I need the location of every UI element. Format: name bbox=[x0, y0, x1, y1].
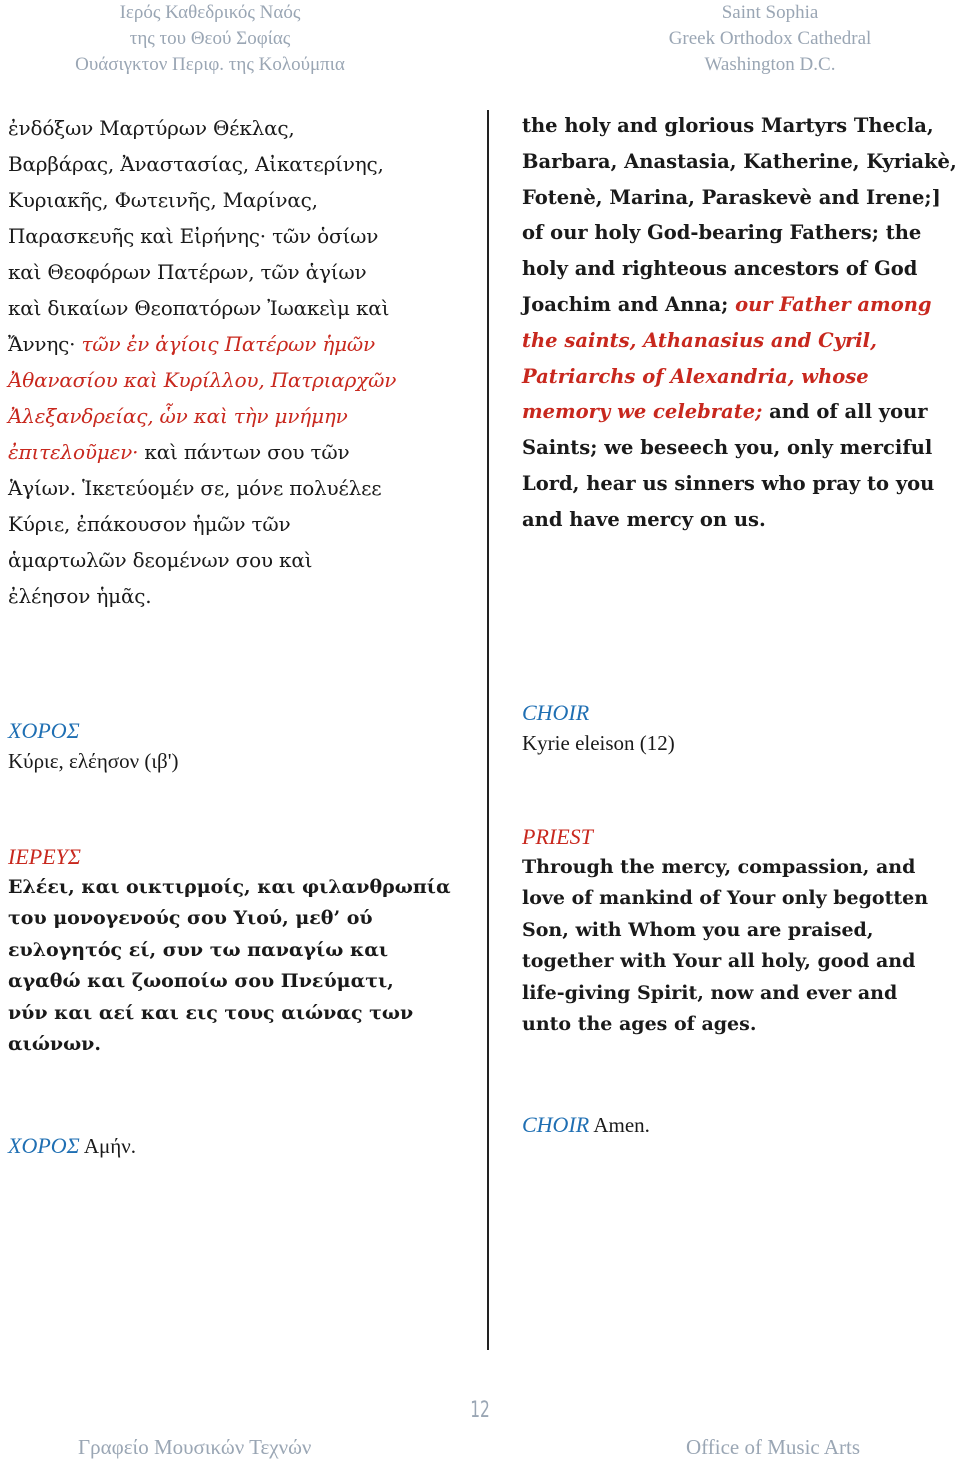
greek-line: καὶ δικαίων Θεοπατόρων Ἰωακεὶμ καὶ bbox=[8, 296, 390, 320]
choir-label: ΧΟΡΟΣ bbox=[8, 1133, 80, 1158]
greek-line: Κυριακῆς, Φωτεινῆς, Μαρίνας, bbox=[8, 188, 318, 212]
greek-line: Κύριε, ἐπάκουσον ἡμῶν τῶν bbox=[8, 512, 291, 536]
priest-line: unto the ages of ages. bbox=[522, 1013, 757, 1036]
priest-english bbox=[522, 822, 958, 1040]
greek-line bbox=[8, 326, 476, 362]
english-line: the holy and glorious Martyrs Thecla, bbox=[522, 114, 934, 137]
greek-line: Βαρβάρας, Ἀναστασίας, Αἰκατερίνης, bbox=[8, 152, 384, 176]
page-number: 12 bbox=[470, 1398, 490, 1423]
choir-greek-2 bbox=[8, 1131, 476, 1161]
priest-label: PRIEST bbox=[522, 824, 593, 849]
header-right-line-3: Washington D.C. bbox=[704, 54, 836, 75]
choir-english-2 bbox=[522, 1110, 958, 1140]
english-line bbox=[522, 287, 958, 323]
greek-commemoration: ἐπιτελοῦμεν· bbox=[8, 440, 139, 464]
english-line: and have mercy on us. bbox=[522, 507, 766, 531]
greek-line: ἐλέησον ἡμᾶς. bbox=[8, 584, 152, 608]
priest-greek bbox=[8, 842, 476, 1060]
greek-line: καὶ Θεοφόρων Πατέρων, τῶν ἁγίων bbox=[8, 260, 367, 284]
header-left-line-3: Ουάσιγκτον Περιφ. της Κολούμπια bbox=[75, 54, 345, 75]
english-commemoration: the saints, Athanasius and Cyril, bbox=[522, 328, 877, 352]
english-commemoration: Patriarchs of Alexandria, whose bbox=[522, 364, 869, 388]
choir-greek-1 bbox=[8, 716, 476, 776]
greek-line: Παρασκευῆς καὶ Εἰρήνης· τῶν ὁσίων bbox=[8, 224, 379, 248]
header-right bbox=[560, 0, 960, 78]
english-line: Saints; we beseech you, only merciful bbox=[522, 436, 933, 460]
priest-line: life-giving Spirit, now and ever and bbox=[522, 981, 898, 1004]
greek-line bbox=[8, 434, 476, 470]
priest-line: Son, with Whom you are praised, bbox=[522, 918, 874, 941]
english-line: Barbara, Anastasia, Katherine, Kyriakè, bbox=[522, 149, 957, 173]
greek-line: Ἁγίων. Ἱκετεύομέν σε, μόνε πολυέλεε bbox=[8, 476, 382, 500]
english-line bbox=[522, 394, 958, 430]
choir-label: CHOIR bbox=[522, 1112, 590, 1137]
greek-text: καὶ πάντων σου τῶν bbox=[144, 440, 350, 464]
header-left-line-1: Ιερός Καθεδρικός Ναός bbox=[119, 2, 301, 23]
choir-response: Αμήν. bbox=[83, 1134, 136, 1158]
english-prayer bbox=[522, 108, 958, 538]
choir-response: Κύριε, ελέησον (ιβ') bbox=[8, 749, 179, 773]
english-commemoration: memory we celebrate; bbox=[522, 400, 763, 424]
english-text: and of all your bbox=[769, 400, 928, 424]
greek-commemoration: Ἀλεξανδρείας, ὧν καὶ τὴν μνήμην bbox=[8, 404, 348, 428]
footer-right: Office of Music Arts bbox=[686, 1435, 860, 1459]
header-right-line-2: Greek Orthodox Cathedral bbox=[668, 28, 872, 49]
priest-line: του μονογενούς σου Υιού, μεθ’ ού bbox=[8, 907, 373, 930]
choir-response: Amen. bbox=[593, 1113, 650, 1137]
english-text: Joachim and Anna; bbox=[522, 292, 729, 316]
priest-line: νύν και αεί και εις τους αιώνας των bbox=[8, 1001, 414, 1024]
column-divider bbox=[487, 110, 489, 1350]
greek-commemoration: τῶν ἐν ἁγίοις Πατέρων ἡμῶν bbox=[81, 332, 375, 356]
priest-line: love of mankind of Your only begotten bbox=[522, 887, 929, 910]
priest-line: αγαθώ και ζωοποίω σου Πνεύματι, bbox=[8, 970, 394, 993]
priest-line: ευλογητός εί, συν τω παναγίω και bbox=[8, 938, 389, 961]
greek-line: ἐνδόξων Μαρτύρων Θέκλας, bbox=[8, 116, 295, 140]
choir-english-1 bbox=[522, 698, 958, 758]
header-right-line-1: Saint Sophia bbox=[721, 2, 819, 23]
english-line: Fotenè, Marina, Paraskevè and Irene;] bbox=[522, 185, 941, 209]
english-line: of our holy God-bearing Fathers; the bbox=[522, 221, 922, 245]
priest-line: αιώνων. bbox=[8, 1033, 101, 1056]
header-left-line-2: της του Θεού Σοφίας bbox=[129, 28, 291, 49]
choir-label: CHOIR bbox=[522, 700, 590, 725]
priest-label: ΙΕΡΕΥΣ bbox=[8, 844, 81, 869]
choir-response: Kyrie eleison (12) bbox=[522, 731, 675, 755]
greek-commemoration: Ἀθανασίου καὶ Κυρίλλου, Πατριαρχῶν bbox=[8, 368, 397, 392]
header-left bbox=[0, 0, 420, 78]
greek-prayer bbox=[8, 110, 476, 614]
priest-line: Through the mercy, compassion, and bbox=[522, 856, 916, 878]
greek-line: ἁμαρτωλῶν δεομένων σου καὶ bbox=[8, 548, 313, 572]
greek-text: Ἄννης· bbox=[8, 332, 76, 356]
english-line: Lord, hear us sinners who pray to you bbox=[522, 471, 935, 495]
english-line: holy and righteous ancestors of God bbox=[522, 257, 918, 281]
footer-left: Γραφείο Μουσικών Τεχνών bbox=[78, 1435, 312, 1459]
priest-line: together with Your all holy, good and bbox=[522, 950, 916, 973]
choir-label: ΧΟΡΟΣ bbox=[8, 718, 80, 743]
priest-line: Ελέει, και οικτιρμοίς, και φιλανθρωπία bbox=[8, 876, 451, 898]
english-commemoration: our Father among bbox=[735, 292, 932, 316]
